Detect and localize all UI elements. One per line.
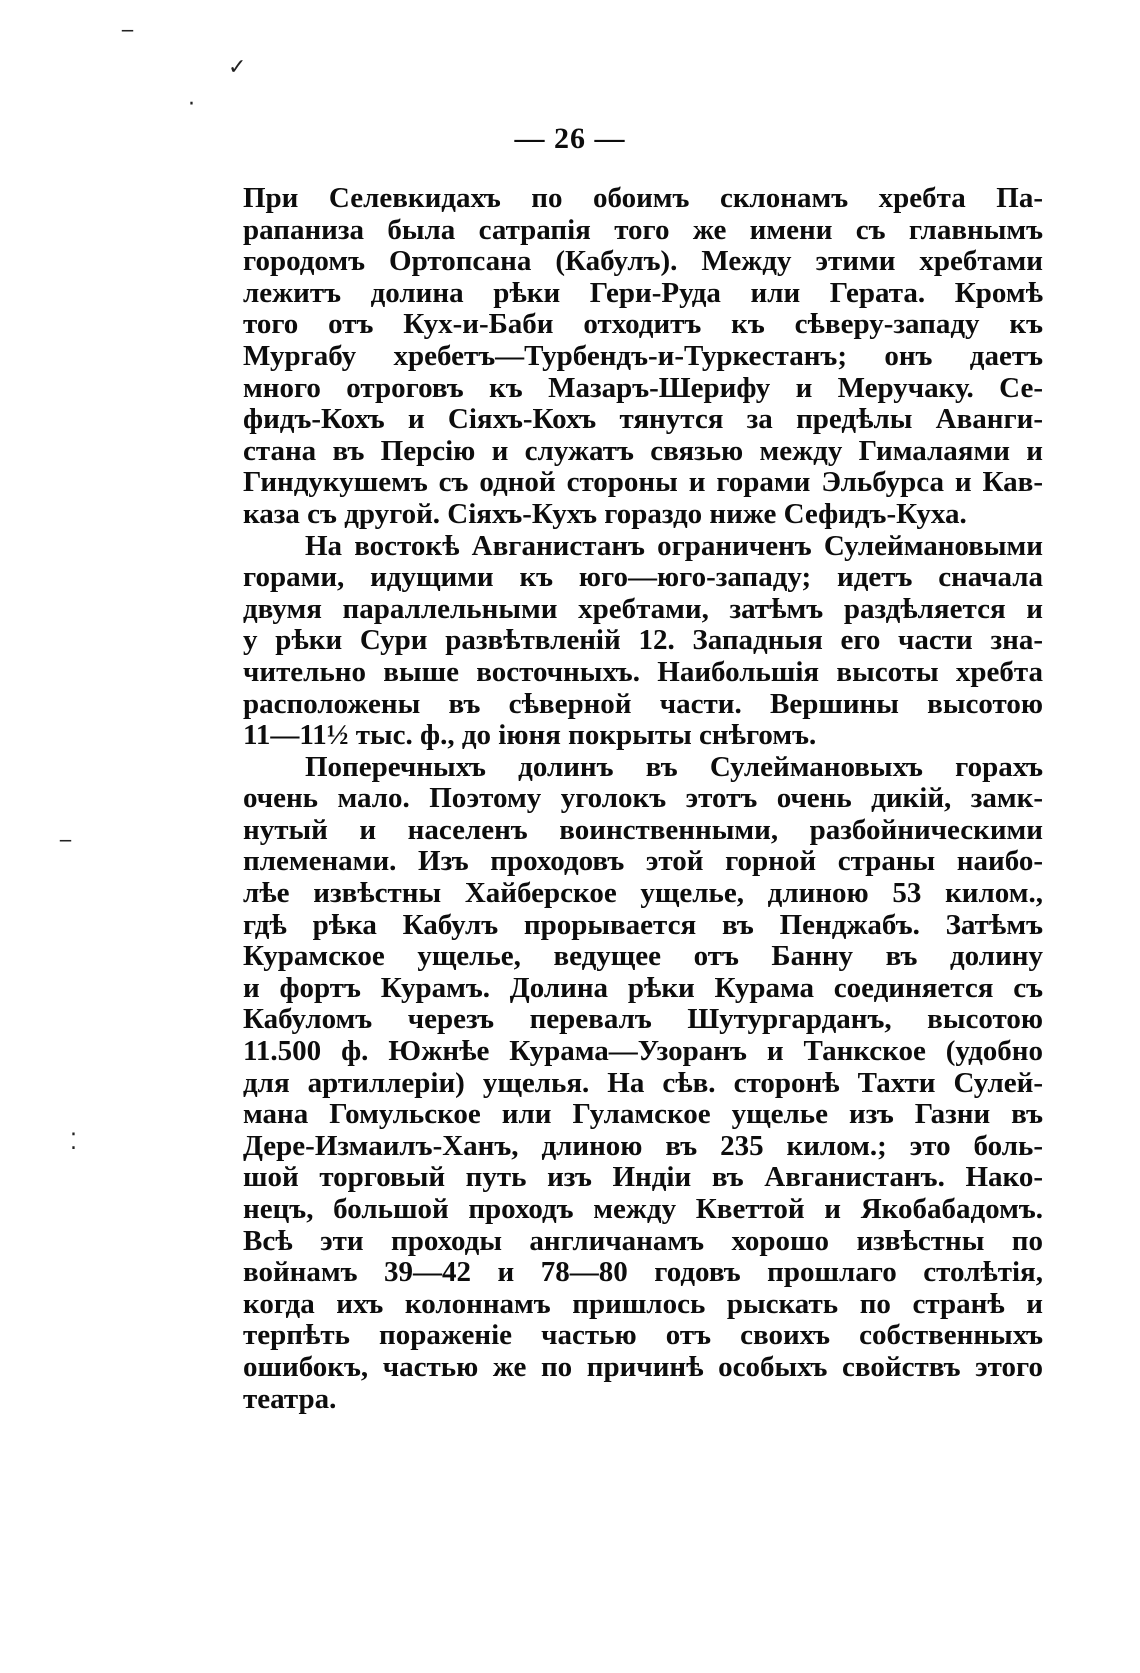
text-line: горами, идущими къ юго—юго-западу; идетъ сначала: [243, 561, 1043, 594]
text-line: много отроговъ къ Мазаръ-Шерифу и Меручаку. Се-: [243, 371, 1043, 404]
text-line: Гиндукушемъ съ одной стороны и горами Эльбурса и Кав-: [243, 466, 1043, 499]
text-line: двумя параллельными хребтами, затѣмъ раздѣляется и: [243, 592, 1043, 625]
text-line: театра.: [243, 1382, 337, 1415]
body-text: [243, 183, 1043, 1415]
scan-mark: ⁚: [70, 1130, 77, 1155]
text-line: терпѣть пораженіе частью отъ своихъ собственныхъ: [243, 1319, 1043, 1352]
text-line: нутый и населенъ воинственными, разбойническими: [243, 813, 1043, 846]
text-line: у рѣки Сури развѣтвленій 12. Западныя его части зна-: [243, 624, 1043, 657]
text-line: Курамское ущелье, ведущее отъ Банну въ долину: [243, 940, 1043, 973]
text-line: При Селевкидахъ по обоимъ склонамъ хребта Па-: [243, 182, 1043, 214]
text-line: Мургабу хребетъ—Турбендъ-и-Туркестанъ; онъ даетъ: [243, 339, 1043, 372]
scan-mark: ✓: [228, 55, 247, 80]
text-line: Кабуломъ черезъ перевалъ Шутургарданъ, высотою: [243, 1003, 1043, 1036]
text-line: расположены въ сѣверной части. Вершины высотою: [243, 687, 1043, 720]
text-line: ошибокъ, частью же по причинѣ особыхъ свойствъ этого: [243, 1350, 1043, 1383]
text-line: фидъ-Кохъ и Сіяхъ-Кохъ тянутся за предѣлы Аванги-: [243, 403, 1043, 436]
text-line: нецъ, большой проходъ между Кветтой и Якобабадомъ.: [243, 1193, 1043, 1225]
text-line: каза съ другой. Сіяхъ-Кухъ гораздо ниже Сефидъ-Куха.: [243, 497, 967, 530]
text-line: очень мало. Поэтому уголокъ этотъ очень дикій, замк-: [243, 782, 1043, 815]
text-line: Поперечныхъ долинъ въ Сулеймановыхъ горахъ: [305, 750, 1043, 783]
text-line: чительно выше восточныхъ. Наибольшія высоты хребта: [243, 655, 1043, 688]
text-line: лѣе извѣстны Хайберское ущелье, длиною 53 килом.,: [243, 877, 1043, 910]
text-line: когда ихъ колоннамъ пришлось рыскать по странѣ и: [243, 1287, 1043, 1320]
scan-mark: ‾: [60, 838, 71, 863]
text-line: шой торговый путь изъ Индіи въ Авганистанъ. Нако-: [243, 1161, 1043, 1194]
text-line: 11—11½ тыс. ф., до іюня покрыты снѣгомъ.: [243, 719, 817, 752]
text-line: 11.500 ф. Южнѣе Курама—Узоранъ и Танкское (удобно: [243, 1035, 1043, 1068]
text-line: На востокѣ Авганистанъ ограниченъ Сулеймановыми: [305, 529, 1043, 562]
text-line: племенами. Изъ проходовъ этой горной страны наибо-: [243, 845, 1043, 878]
text-line: гдѣ рѣка Кабулъ прорывается въ Пенджабъ. Затѣмъ: [243, 908, 1043, 941]
text-line: того отъ Кух-и-Баби отходитъ къ сѣверу-западу къ: [243, 308, 1043, 341]
text-line: Дере-Измаилъ-Ханъ, длиною въ 235 килом.; это боль-: [243, 1129, 1043, 1162]
page-number: — 26 —: [514, 122, 626, 155]
text-line: рапаниза была сатрапія того же имени съ главнымъ: [243, 213, 1043, 246]
text-line: и фортъ Курамъ. Долина рѣки Курама соединяется съ: [243, 971, 1043, 1004]
text-line: войнамъ 39—42 и 78—80 годовъ прошлаго столѣтія,: [243, 1256, 1043, 1289]
text-line: Всѣ эти проходы англичанамъ хорошо извѣстны по: [243, 1224, 1043, 1257]
scan-mark: ·: [188, 92, 195, 117]
text-line: городомъ Ортопсана (Кабулъ). Между этими хребтами: [243, 245, 1043, 278]
text-line: мана Гомульское или Гуламское ущелье изъ Газни въ: [243, 1098, 1043, 1131]
text-line: лежитъ долина рѣки Гери-Руда или Герата. Кромѣ: [243, 276, 1043, 309]
text-line: стана въ Персію и служатъ связью между Гималаями и: [243, 434, 1043, 467]
scan-mark: ‾: [122, 28, 133, 53]
text-line: для артиллеріи) ущелья. На сѣв. сторонѣ Тахти Сулей-: [243, 1066, 1043, 1099]
